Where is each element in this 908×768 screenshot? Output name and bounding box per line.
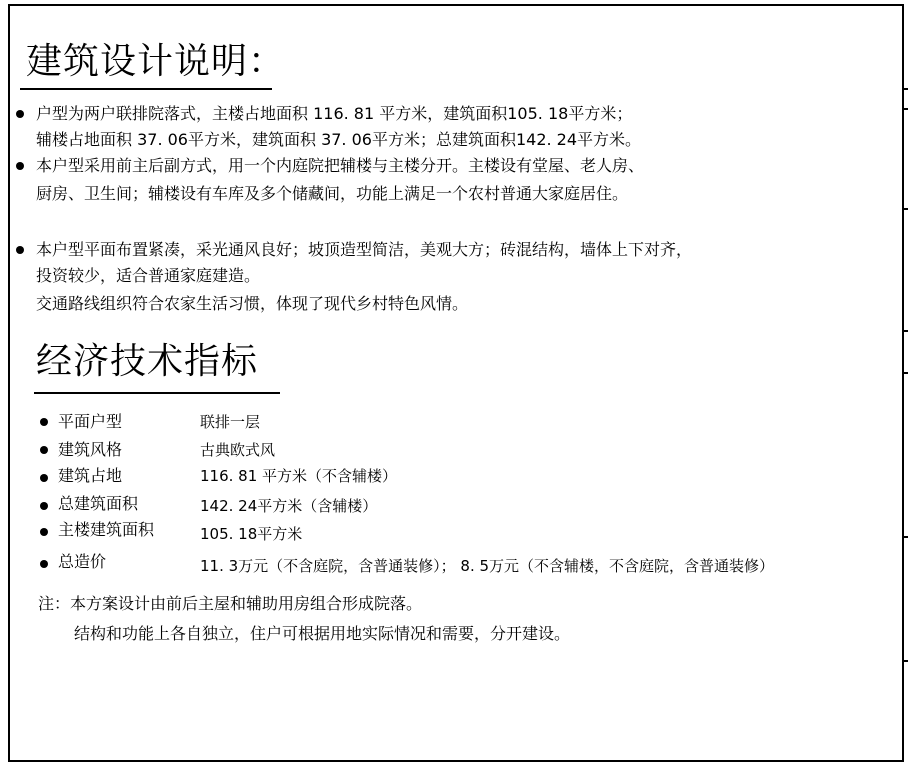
paragraph-1-line-1: 户型为两户联排院落式，主楼占地面积 116. 81 平方米，建筑面积105. 18平方米； [36,104,633,123]
paragraph-2-line-2: 厨房、卫生间；辅楼设有车库及多个储藏间，功能上满足一个农村普通大家庭居住。 [36,184,629,203]
bullet-icon [40,446,48,454]
bullet-icon [16,162,24,170]
bullet-icon [40,560,48,568]
indicators-title-underline [34,392,280,394]
note-line-1: 注：本方案设计由前后主屋和辅助用房组合形成院落。 [38,594,423,613]
bullet-icon [16,246,24,254]
indicator-label: 平面户型 [58,412,123,431]
design-notes-title: 建筑设计说明： [26,41,286,82]
indicator-label: 总建筑面积 [58,494,139,513]
indicator-label: 主楼建筑面积 [58,520,155,539]
bullet-icon [40,418,48,426]
indicator-value: 116. 81 平方米（不含辅楼） [200,467,398,485]
paragraph-3-line-2: 投资较少，适合普通家庭建造。 [36,266,261,285]
right-edge-tick-marks [902,0,908,768]
bullet-icon [40,502,48,510]
indicator-label: 建筑风格 [58,440,123,459]
paragraph-3-line-3: 交通路线组织符合农家生活习惯，体现了现代乡村特色风情。 [36,294,469,313]
design-notes-title-underline [20,88,272,90]
paragraph-3-line-1: 本户型平面布置紧凑，采光通风良好；坡顶造型简洁，美观大方；砖混结构，墙体上下对齐， [36,240,693,259]
bullet-icon [40,474,48,482]
indicator-value: 11. 3万元（不含庭院，含普通装修）； 8. 5万元（不含辅楼，不含庭院，含普通装修） [200,557,775,575]
indicator-value: 142. 24平方米（含辅楼） [200,497,378,515]
indicator-label: 总造价 [58,552,107,571]
indicator-label: 建筑占地 [58,466,123,485]
indicator-value: 105. 18平方米 [200,525,303,543]
indicator-value: 古典欧式风 [200,441,276,459]
indicator-value: 联排一层 [200,413,261,431]
paragraph-1-line-2: 辅楼占地面积 37. 06平方米，建筑面积 37. 06平方米；总建筑面积142. 24平方米。 [36,130,642,149]
paragraph-2-line-1: 本户型采用前主后副方式，用一个内庭院把辅楼与主楼分开。主楼设有堂屋、老人房、 [36,156,645,175]
bullet-icon [16,110,24,118]
bullet-icon [40,528,48,536]
indicators-title: 经济技术指标 [36,341,259,382]
note-line-2: 结构和功能上各自独立，住户可根据用地实际情况和需要，分开建设。 [74,624,571,643]
